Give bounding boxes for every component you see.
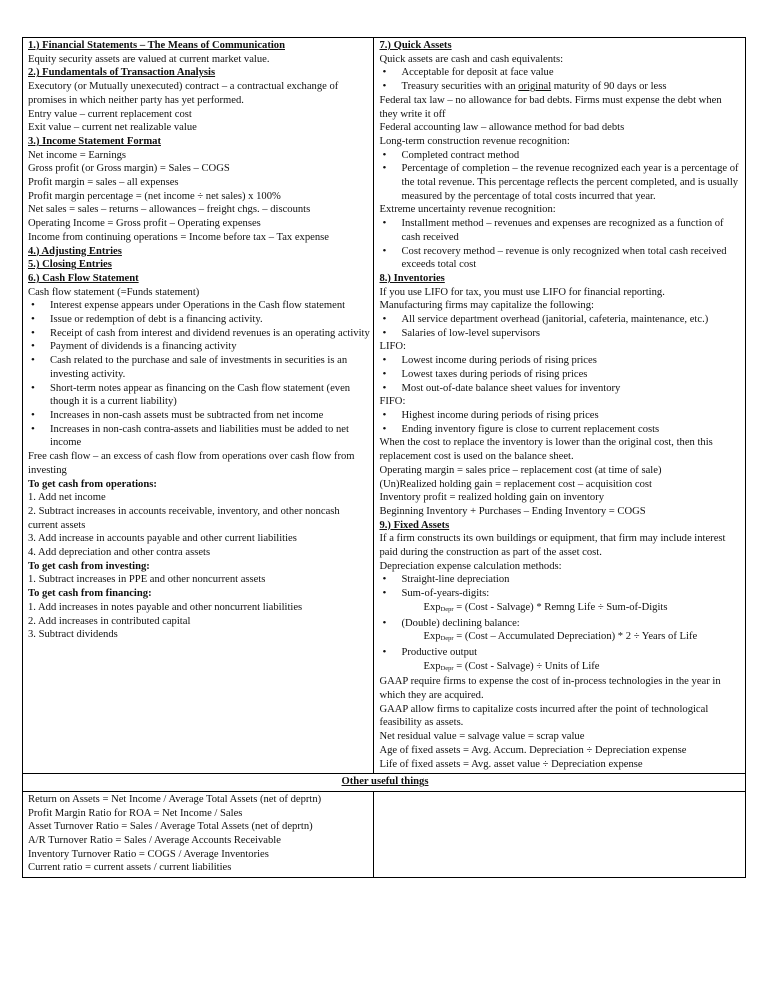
text-line: Cash flow statement (=Funds statement) xyxy=(28,286,200,298)
section-title-closing-entries: 5.) Closing Entries xyxy=(28,259,112,271)
list-item: • Lowest income during periods of rising prices xyxy=(379,354,742,368)
text-line: Depreciation expense calculation methods: xyxy=(379,560,562,572)
list-item xyxy=(379,80,742,94)
formula-line xyxy=(379,630,742,646)
bullet-list xyxy=(379,149,742,204)
list-item: • Cash related to the purchase and sale of investments in securities is an investing activity. xyxy=(28,354,370,381)
list-item: • Completed contract method xyxy=(379,149,742,163)
subheading-investing: To get cash from investing: xyxy=(28,560,150,572)
list-item: • Salaries of low-level supervisors xyxy=(379,327,742,341)
text-line: 3. Add increase in accounts payable and other current liabilities xyxy=(28,533,297,545)
text-line: Long-term construction revenue recognition: xyxy=(379,135,570,147)
subheading-financing: To get cash from financing: xyxy=(28,588,152,600)
list-item: • Issue or redemption of debt is a financing activity. xyxy=(28,313,370,327)
text-line: Income from continuing operations = Income before tax – Tax expense xyxy=(28,231,329,243)
section-title-other-useful-things: Other useful things xyxy=(23,774,746,792)
section-title-cash-flow: 6.) Cash Flow Statement xyxy=(28,272,139,284)
text-line: Federal tax law – no allowance for bad debts. Firms must expense the debt when they write it off xyxy=(379,94,722,120)
text-line: Operating margin = sales price – replacement cost (at time of sale) xyxy=(379,464,662,476)
list-item: • Acceptable for deposit at face value xyxy=(379,66,742,80)
text-line: 1. Subtract increases in PPE and other noncurrent assets xyxy=(28,574,266,586)
list-item: • Straight-line depreciation xyxy=(379,573,742,587)
text-line: Return on Assets = Net Income / Average Total Assets (net of deprtn) xyxy=(28,793,322,805)
list-item: • Interest expense appears under Operations in the Cash flow statement xyxy=(28,299,370,313)
list-item: • Increases in non-cash assets must be subtracted from net income xyxy=(28,409,370,423)
text-line: Inventory Turnover Ratio = COGS / Average Inventories xyxy=(28,848,269,860)
text-fragment: maturity of 90 days or less xyxy=(551,81,667,93)
text-line: Executory (or Mutually unexecuted) contract – a contractual exchange of promises in which neither party has yet performed. xyxy=(28,81,339,106)
text-line: Gross profit (or Gross margin) = Sales – COGS xyxy=(28,163,230,175)
text-line: 3. Subtract dividends xyxy=(28,629,118,641)
section-title-inventories: 8.) Inventories xyxy=(379,272,445,284)
formula-line xyxy=(379,601,742,617)
text-fragment: = (Cost - Salvage) * Remng Life ÷ Sum-of-Digits xyxy=(453,601,668,613)
text-line: 2. Subtract increases in accounts receivable, inventory, and other noncash current assets xyxy=(28,505,340,531)
text-fragment: Treasury securities with an xyxy=(401,81,519,93)
text-line: Extreme uncertainty revenue recognition: xyxy=(379,204,556,216)
list-item: • Receipt of cash from interest and dividend revenues is an operating activity xyxy=(28,327,370,341)
bullet-list xyxy=(379,617,742,631)
text-line: Quick assets are cash and cash equivalents: xyxy=(379,53,564,65)
bullet-list xyxy=(379,313,742,340)
bullet-list xyxy=(379,66,742,93)
text-line: 2. Add increases in contributed capital xyxy=(28,615,191,627)
list-item: • All service department overhead (janitorial, cafeteria, maintenance, etc.) xyxy=(379,313,742,327)
list-item: • (Double) declining balance: xyxy=(379,617,742,631)
list-item: • Payment of dividends is a financing activity xyxy=(28,340,370,354)
text-fragment: Exp xyxy=(423,631,441,643)
section-title-income-statement: 3.) Income Statement Format xyxy=(28,135,161,147)
bullet-list xyxy=(379,573,742,600)
text-line: GAAP allow firms to capitalize costs incurred after the point of technological feasibility as assets. xyxy=(379,703,709,729)
underlined-word: original xyxy=(518,81,552,93)
text-fragment: Exp xyxy=(423,601,441,613)
text-fragment: = (Cost - Salvage) ÷ Units of Life xyxy=(453,660,600,672)
text-line: Profit margin percentage = (net income ÷ net sales) x 100% xyxy=(28,190,281,202)
section-title-transaction-analysis: 2.) Fundamentals of Transaction Analysis xyxy=(28,67,216,79)
subheading-operations: To get cash from operations: xyxy=(28,478,157,490)
cheat-sheet-table xyxy=(22,37,746,878)
text-line: 1. Add net income xyxy=(28,492,106,504)
list-item: • Ending inventory figure is close to current replacement costs xyxy=(379,423,742,437)
section-title-fixed-assets: 9.) Fixed Assets xyxy=(379,519,450,531)
list-item: • Installment method – revenues and expenses are recognized as a function of cash received xyxy=(379,217,742,244)
list-item: • Productive output xyxy=(379,646,742,660)
text-line: Entry value – current replacement cost xyxy=(28,108,192,120)
text-line: (Un)Realized holding gain = replacement cost – acquisition cost xyxy=(379,478,652,490)
section-title-financial-statements: 1.) Financial Statements – The Means of Communication xyxy=(28,40,285,51)
cheat-sheet xyxy=(22,37,746,878)
text-line: Age of fixed assets = Avg. Accum. Depreciation ÷ Depreciation expense xyxy=(379,744,687,756)
subscript: Depr xyxy=(440,635,454,643)
text-fragment: Exp xyxy=(423,660,441,672)
text-line: If you use LIFO for tax, you must use LIFO for financial reporting. xyxy=(379,286,665,298)
text-line: Equity security assets are valued at current market value. xyxy=(28,53,270,65)
text-line: Manufacturing firms may capitalize the following: xyxy=(379,300,594,312)
text-line: Current ratio = current assets / current liabilities xyxy=(28,862,232,874)
text-line: Federal accounting law – allowance method for bad debts xyxy=(379,122,625,134)
text-line: Asset Turnover Ratio = Sales / Average Total Assets (net of deprtn) xyxy=(28,821,313,833)
list-item: • Lowest taxes during periods of rising prices xyxy=(379,368,742,382)
list-item: • Most out-of-date balance sheet values for inventory xyxy=(379,382,742,396)
formula-line xyxy=(379,660,742,676)
subscript: Depr xyxy=(440,664,454,672)
bullet-list xyxy=(379,217,742,272)
text-line: GAAP require firms to expense the cost of in-process technologies in the year in which they are acquired. xyxy=(379,676,721,702)
bullet-list xyxy=(379,646,742,660)
section-title-quick-assets: 7.) Quick Assets xyxy=(379,40,452,51)
list-item: • Increases in non-cash contra-assets and liabilities must be added to net income xyxy=(28,423,370,450)
bullet-list xyxy=(379,409,742,436)
section-title-adjusting-entries: 4.) Adjusting Entries xyxy=(28,245,122,257)
list-item: • Percentage of completion – the revenue recognized each year is a percentage of the total revenue. This percentage reflects the percent completed, and is usually measured by the percentage of total costs incurred that year. xyxy=(379,162,742,203)
text-line: 1. Add increases in notes payable and other noncurrent liabilities xyxy=(28,601,303,613)
list-item: • Cost recovery method – revenue is only recognized when total cash received exceeds total cost xyxy=(379,245,742,272)
text-line: 4. Add depreciation and other contra assets xyxy=(28,547,211,559)
text-line: Beginning Inventory + Purchases – Ending Inventory = COGS xyxy=(379,505,646,517)
right-column xyxy=(374,38,746,774)
empty-cell xyxy=(374,791,746,877)
text-line: Exit value – current net realizable value xyxy=(28,122,197,134)
list-item: • Sum-of-years-digits: xyxy=(379,587,742,601)
text-line: FIFO: xyxy=(379,396,406,408)
list-item: • Highest income during periods of rising prices xyxy=(379,409,742,423)
text-line: Profit margin = sales – all expenses xyxy=(28,177,179,189)
text-line: Profit Margin Ratio for ROA = Net Income / Sales xyxy=(28,807,243,819)
text-line: If a firm constructs its own buildings or equipment, that firm may include interest paid during the construction as part of the asset cost. xyxy=(379,533,726,559)
text-line: Life of fixed assets = Avg. asset value ÷ Depreciation expense xyxy=(379,758,643,770)
text-fragment: = (Cost – Accumulated Depreciation) * 2 ÷ Years of Life xyxy=(453,631,698,643)
bullet-list xyxy=(379,354,742,395)
text-line: Net sales = sales – returns – allowances – freight chgs. – discounts xyxy=(28,204,311,216)
subscript: Depr xyxy=(440,605,454,613)
text-line: Net income = Earnings xyxy=(28,149,127,161)
text-line: Operating Income = Gross profit – Operating expenses xyxy=(28,218,261,230)
text-line: A/R Turnover Ratio = Sales / Average Accounts Receivable xyxy=(28,835,281,847)
text-line: Net residual value = salvage value = scrap value xyxy=(379,731,585,743)
list-item: • Short-term notes appear as financing on the Cash flow statement (even though it is a current liability) xyxy=(28,382,370,409)
text-line: LIFO: xyxy=(379,341,406,353)
bullet-list xyxy=(28,299,370,450)
other-useful-things-column xyxy=(23,791,374,877)
left-column xyxy=(23,38,374,774)
text-line: Inventory profit = realized holding gain on inventory xyxy=(379,492,605,504)
text-line: Free cash flow – an excess of cash flow from operations over cash flow from investing xyxy=(28,451,355,476)
text-line: When the cost to replace the inventory is lower than the original cost, then this replacement cost is used on the balance sheet. xyxy=(379,437,713,463)
